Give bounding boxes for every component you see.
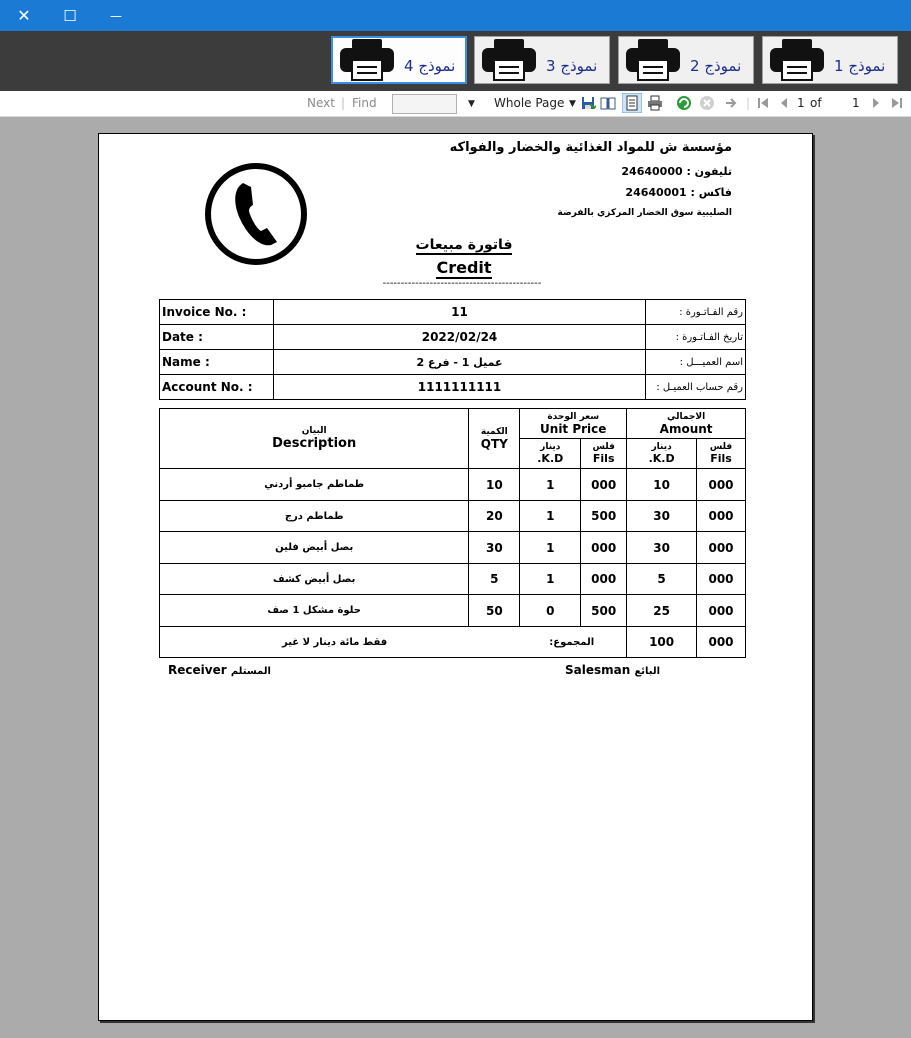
form-2-label: نموذج 2: [690, 57, 742, 75]
item-amt-fils: 000: [697, 595, 746, 627]
account-no-value: 1111111111: [273, 375, 645, 400]
item-up-fils: 500: [581, 501, 627, 532]
account-no-label: Account No. :: [160, 375, 274, 400]
amt-kd-header: دينار .K.D: [627, 439, 697, 469]
table-row: [160, 325, 746, 350]
table-header-row: [160, 409, 746, 439]
item-desc: حلوة مشكل 1 صف: [160, 595, 469, 627]
item-amt-fils: 000: [697, 501, 746, 532]
item-desc: بصل أبيض كشف: [160, 564, 469, 595]
form-3-label: نموذج 3: [546, 57, 598, 75]
receiver-signature: Receiver المستلم: [168, 663, 271, 677]
find-link[interactable]: Find: [352, 96, 377, 110]
item-up-fils: 000: [581, 564, 627, 595]
phone-icon: [203, 161, 309, 267]
item-qty: 20: [469, 501, 520, 532]
item-qty: 30: [469, 532, 520, 564]
title-english: Credit: [436, 258, 492, 277]
item-amt-fils: 000: [697, 532, 746, 564]
form-3-button[interactable]: [474, 36, 610, 84]
date-label-ar: تاريخ الفـاتـورة :: [646, 325, 746, 350]
total-words: فقط مائة دينار لا غير: [282, 636, 388, 648]
item-amt-fils: 000: [697, 469, 746, 501]
table-row: [160, 501, 746, 532]
amt-fils-header: فلس Fils: [697, 439, 746, 469]
phone-line: تليفون : 24640000: [621, 165, 732, 178]
printer-icon: [624, 38, 682, 82]
title-bar: [0, 0, 911, 31]
up-fils-header: فلس Fils: [581, 439, 627, 469]
first-page-icon[interactable]: [755, 95, 771, 111]
item-up-kd: 1: [520, 532, 581, 564]
refresh-icon[interactable]: [676, 95, 692, 111]
total-fils: 000: [697, 627, 746, 658]
form-1-label: نموذج 1: [834, 57, 886, 75]
table-row: [160, 350, 746, 375]
unit-price-header: سعر الوحدة Unit Price: [520, 409, 627, 439]
item-amt-fils: 000: [697, 564, 746, 595]
total-row: [160, 627, 746, 658]
item-up-kd: 0: [520, 595, 581, 627]
qty-header: الكمية QTY: [469, 409, 520, 469]
dashed-divider: --------------------------------------------: [382, 278, 542, 289]
table-row: [160, 469, 746, 501]
maximize-icon: ☐: [63, 6, 77, 25]
table-row: [160, 532, 746, 564]
invoice-no-value: 11: [273, 300, 645, 325]
report-page: [98, 133, 813, 1021]
minimize-button[interactable]: [93, 0, 139, 31]
description-header: البيان Description: [160, 409, 469, 469]
toolbar-separator: |: [746, 96, 751, 110]
toolbar-separator: |: [341, 96, 346, 110]
zoom-select[interactable]: Whole Page: [494, 96, 565, 110]
minimize-icon: —: [110, 8, 122, 23]
name-value: عميل 1 - فرع 2: [273, 350, 645, 375]
table-row: [160, 375, 746, 400]
item-qty: 5: [469, 564, 520, 595]
item-up-kd: 1: [520, 469, 581, 501]
item-up-kd: 1: [520, 564, 581, 595]
zoom-dropdown-icon[interactable]: ▼: [569, 99, 576, 109]
table-row: [160, 595, 746, 627]
stop-icon[interactable]: [699, 95, 715, 111]
printer-icon: [480, 38, 538, 82]
form-toolbar: [0, 31, 911, 91]
print-layout-icon[interactable]: [622, 93, 642, 113]
item-amt-kd: 10: [627, 469, 697, 501]
chevron-down-icon[interactable]: ▼: [468, 99, 475, 109]
close-icon: ✕: [17, 6, 31, 25]
printer-icon: [768, 38, 826, 82]
save-icon[interactable]: [580, 95, 596, 111]
item-amt-kd: 30: [627, 501, 697, 532]
last-page-icon[interactable]: [889, 95, 905, 111]
item-up-kd: 1: [520, 501, 581, 532]
amount-header: الاجمالي Amount: [627, 409, 746, 439]
page-setup-icon[interactable]: [600, 95, 616, 111]
name-label-ar: اسم العميـــل :: [646, 350, 746, 375]
total-pages: 1: [852, 96, 860, 110]
total-label: المجموع:: [549, 636, 595, 648]
invoice-no-label-ar: رقم الفـاتـورة :: [646, 300, 746, 325]
item-qty: 50: [469, 595, 520, 627]
close-button[interactable]: [1, 0, 47, 31]
form-1-button[interactable]: [762, 36, 898, 84]
account-no-label-ar: رقم حساب العميـل :: [646, 375, 746, 400]
table-row: [160, 564, 746, 595]
report-viewer-toolbar: [0, 91, 911, 117]
up-kd-header: دينار .K.D: [520, 439, 581, 469]
back-to-parent-icon[interactable]: [723, 95, 739, 111]
item-desc: طماطم جامبو أردني: [160, 469, 469, 501]
item-amt-kd: 25: [627, 595, 697, 627]
form-4-button[interactable]: [331, 36, 467, 84]
item-up-fils: 500: [581, 595, 627, 627]
next-link[interactable]: Next: [307, 96, 335, 110]
item-amt-kd: 5: [627, 564, 697, 595]
items-table: [159, 408, 746, 658]
item-qty: 10: [469, 469, 520, 501]
printer-icon: [338, 38, 396, 82]
item-desc: بصل أبيض فلين: [160, 532, 469, 564]
item-desc: طماطم درج: [160, 501, 469, 532]
address-line: الصليبية سوق الخضار المركزي بالفرضة: [557, 208, 732, 218]
item-amt-kd: 30: [627, 532, 697, 564]
previous-page-icon[interactable]: [776, 95, 792, 111]
date-label: Date :: [160, 325, 274, 350]
item-up-fils: 000: [581, 532, 627, 564]
find-input[interactable]: [392, 94, 457, 114]
item-up-fils: 000: [581, 469, 627, 501]
invoice-no-label: Invoice No. :: [160, 300, 274, 325]
title-arabic: فاتورة مبيعات: [415, 237, 513, 253]
report-viewer: [0, 118, 911, 1038]
salesman-signature: Salesman البائع: [565, 663, 661, 677]
print-icon[interactable]: [647, 95, 663, 111]
invoice-info-table: [159, 299, 746, 400]
current-page[interactable]: 1: [797, 96, 805, 110]
fax-line: فاكس : 24640001: [625, 186, 732, 199]
total-kd: 100: [627, 627, 697, 658]
table-row: [160, 300, 746, 325]
maximize-button[interactable]: [47, 0, 93, 31]
form-2-button[interactable]: [618, 36, 754, 84]
date-value: 2022/02/24: [273, 325, 645, 350]
total-words-cell: [160, 627, 627, 658]
next-page-icon[interactable]: [868, 95, 884, 111]
page-of-label: of: [810, 96, 822, 110]
form-4-label: نموذج 4: [404, 57, 456, 75]
name-label: Name :: [160, 350, 274, 375]
company-name: مؤسسة ش للمواد الغذائية والخضار والفواكه: [449, 140, 732, 155]
